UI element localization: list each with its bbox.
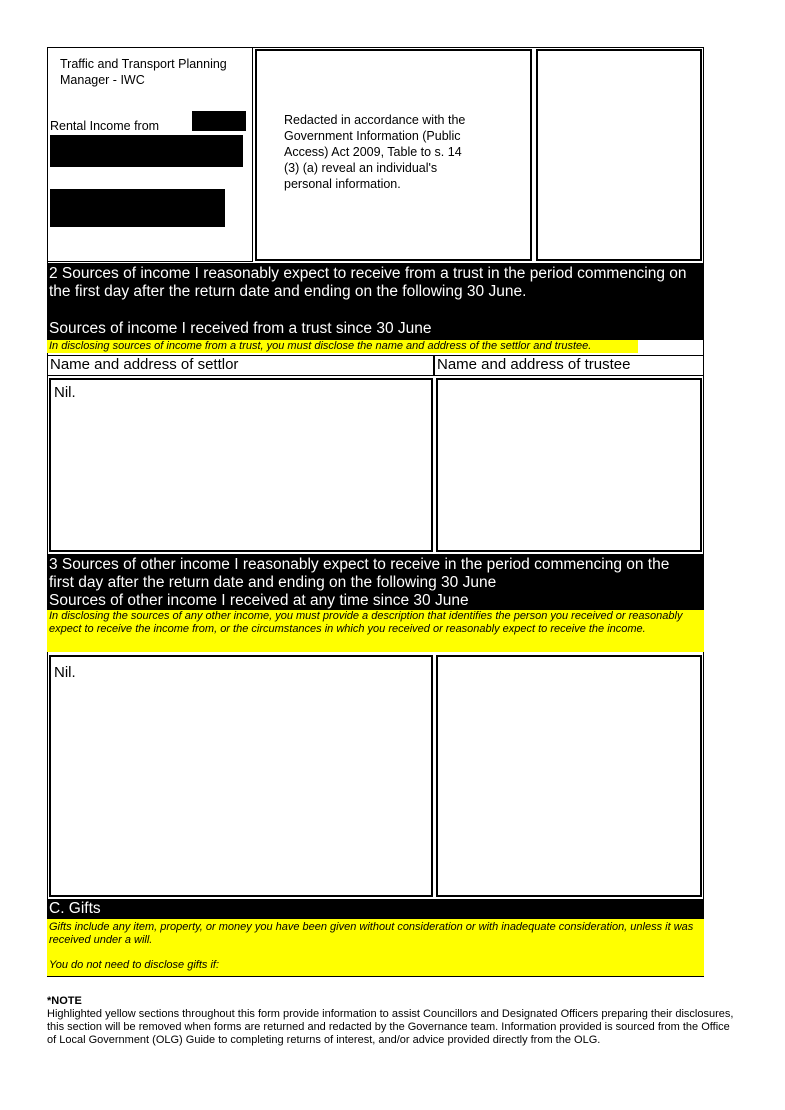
- trustee-cell[interactable]: [436, 378, 702, 552]
- section2-guidance: In disclosing sources of income from a trust, you must disclose the name and address of the settlor and trustee.: [47, 340, 638, 353]
- rental-income-label: Rental Income from: [50, 119, 160, 133]
- note-text: Highlighted yellow sections throughout this form provide information to assist Councillors and Designated Officers preparing their disclosures, this section will be removed when forms are returned and redacted by the Governance team. Information provided is sourced from the Office of Local Government (OLG) Guide to completing returns of interest, and/or advice provided directly from the OLG.: [47, 1008, 734, 1046]
- section3-heading-bar: [47, 554, 704, 610]
- section3-heading-line2: first day after the return date and ending on the following 30 June: [49, 574, 497, 591]
- trustee-column-header: Name and address of trustee: [434, 355, 704, 376]
- redaction-block: [192, 111, 246, 131]
- note-block: [47, 995, 737, 1047]
- redaction-block: [50, 135, 243, 167]
- top-right-cell: [536, 49, 702, 261]
- section3-subheading: Sources of other income I received at any time since 30 June: [49, 592, 469, 609]
- section3-guidance: In disclosing the sources of any other income, you must provide a description that identifies the person you received or reasonably expect to receive the income from, or the circumstances in which you received or reasonably expect to receive the income.: [47, 610, 704, 652]
- other-income-left-value: Nil.: [54, 664, 76, 681]
- other-income-left-cell[interactable]: [49, 655, 433, 897]
- note-title: *NOTE: [47, 995, 82, 1007]
- gifts-heading: C. Gifts: [47, 899, 704, 919]
- settlor-column-header: Name and address of settlor: [47, 355, 434, 376]
- gifts-guidance-box: [47, 919, 704, 976]
- section2-subheading: Sources of income I received from a trust since 30 June: [49, 320, 432, 337]
- redaction-block: [50, 189, 225, 227]
- other-income-right-cell[interactable]: [436, 655, 702, 897]
- role-text: Traffic and Transport Planning Manager - IWC: [60, 57, 227, 87]
- section3-heading-line1: 3 Sources of other income I reasonably expect to receive in the period commencing on the: [49, 556, 670, 573]
- settlor-cell[interactable]: [49, 378, 433, 552]
- section2-heading-bar: [47, 263, 704, 340]
- gifts-guidance-2: You do not need to disclose gifts if:: [49, 959, 220, 971]
- section2-heading: 2 Sources of income I reasonably expect to receive from a trust in the period commencing on the first day after the return date and ending on the following 30 June.: [49, 265, 687, 300]
- redaction-note: Redacted in accordance with the Government Information (Public Access) Act 2009, Table to s. 14 (3) (a) reveal an individual's personal information.: [284, 113, 466, 191]
- settlor-value: Nil.: [54, 384, 76, 401]
- gifts-guidance: Gifts include any item, property, or money you have been given without consideration or with inadequate consideration, unless it was received under a will.: [49, 921, 694, 946]
